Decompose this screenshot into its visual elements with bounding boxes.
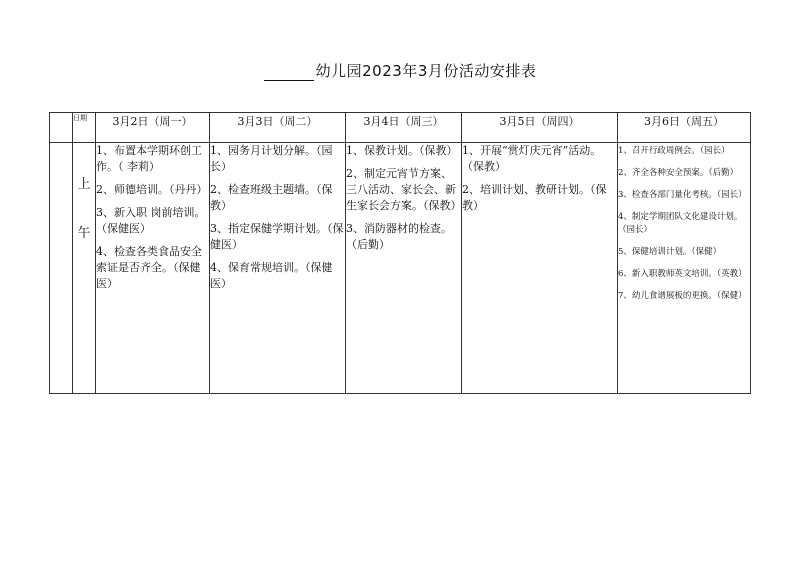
schedule-table bbox=[49, 112, 751, 394]
schedule-item: 3、检查各部门量化考核。（园长） bbox=[618, 190, 747, 200]
schedule-item: 4、保育常规培训。（保健医） bbox=[210, 261, 333, 290]
title-blank-line bbox=[264, 66, 314, 81]
day-header-3: 3月4日（周三） bbox=[346, 113, 462, 143]
schedule-item: 3、指定保健学期计划。（保健医） bbox=[210, 222, 344, 251]
schedule-item: 1、召开行政周例会。（园长） bbox=[618, 146, 730, 156]
schedule-item: 2、检查班级主题墙。（保教） bbox=[210, 183, 333, 212]
day-header-1: 3月2日（周一） bbox=[96, 113, 210, 143]
day-5-cell bbox=[618, 143, 751, 394]
day-1-cell bbox=[96, 143, 210, 394]
day-header-5: 3月6日（周五） bbox=[618, 113, 751, 143]
date-label: 日期 bbox=[73, 113, 96, 143]
day-2-cell bbox=[210, 143, 346, 394]
schedule-item: 5、保健培训计划。（保健） bbox=[618, 247, 722, 257]
schedule-item: 1、保教计划。（保教） bbox=[346, 144, 458, 157]
schedule-item: 2、制定元宵节方案、三八活动、家长会、新生家长会方案。（保教） bbox=[346, 167, 462, 212]
schedule-item: 3、消防器材的检查。（后勤） bbox=[346, 222, 452, 251]
schedule-item: 3、新入职 岗前培训。（保健医） bbox=[96, 206, 206, 235]
schedule-item: 2、齐全各种安全预案。（后勤） bbox=[618, 168, 739, 178]
schedule-item: 1、园务月计划分解。（园长） bbox=[210, 144, 333, 173]
corner-cell bbox=[50, 113, 73, 143]
am-row bbox=[50, 143, 751, 394]
am-label bbox=[73, 143, 96, 394]
schedule-item: 6、新入职教师英文培训。（英教） bbox=[618, 269, 747, 279]
am-label-top: 上 bbox=[77, 177, 91, 192]
title-text: 幼儿园2023年3月份活动安排表 bbox=[315, 62, 537, 80]
day-4-cell bbox=[462, 143, 618, 394]
schedule-item: 1、开展“赏灯庆元宵”活动。（保教） bbox=[462, 144, 602, 173]
am-label-bottom: 午 bbox=[77, 226, 91, 241]
schedule-item: 1、布置本学期环创工作。（ 李莉） bbox=[96, 144, 202, 173]
schedule-item: 2、师德培训。（丹丹） bbox=[96, 183, 208, 196]
schedule-item: 4、制定学期团队文化建设计划。（园长） bbox=[618, 212, 743, 235]
schedule-item: 4、检查各类食品安全索证是否齐全。（保健医） bbox=[96, 245, 202, 290]
day-header-4: 3月5日（周四） bbox=[462, 113, 618, 143]
schedule-item: 7、幼儿食谱展板的更换。（保健） bbox=[618, 291, 747, 301]
day-header-2: 3月3日（周二） bbox=[210, 113, 346, 143]
schedule-item: 2、培训计划、教研计划。（保教） bbox=[462, 183, 607, 212]
header-row bbox=[50, 113, 751, 143]
page-title bbox=[0, 60, 800, 81]
day-3-cell bbox=[346, 143, 462, 394]
blank-left-cell bbox=[50, 143, 73, 394]
